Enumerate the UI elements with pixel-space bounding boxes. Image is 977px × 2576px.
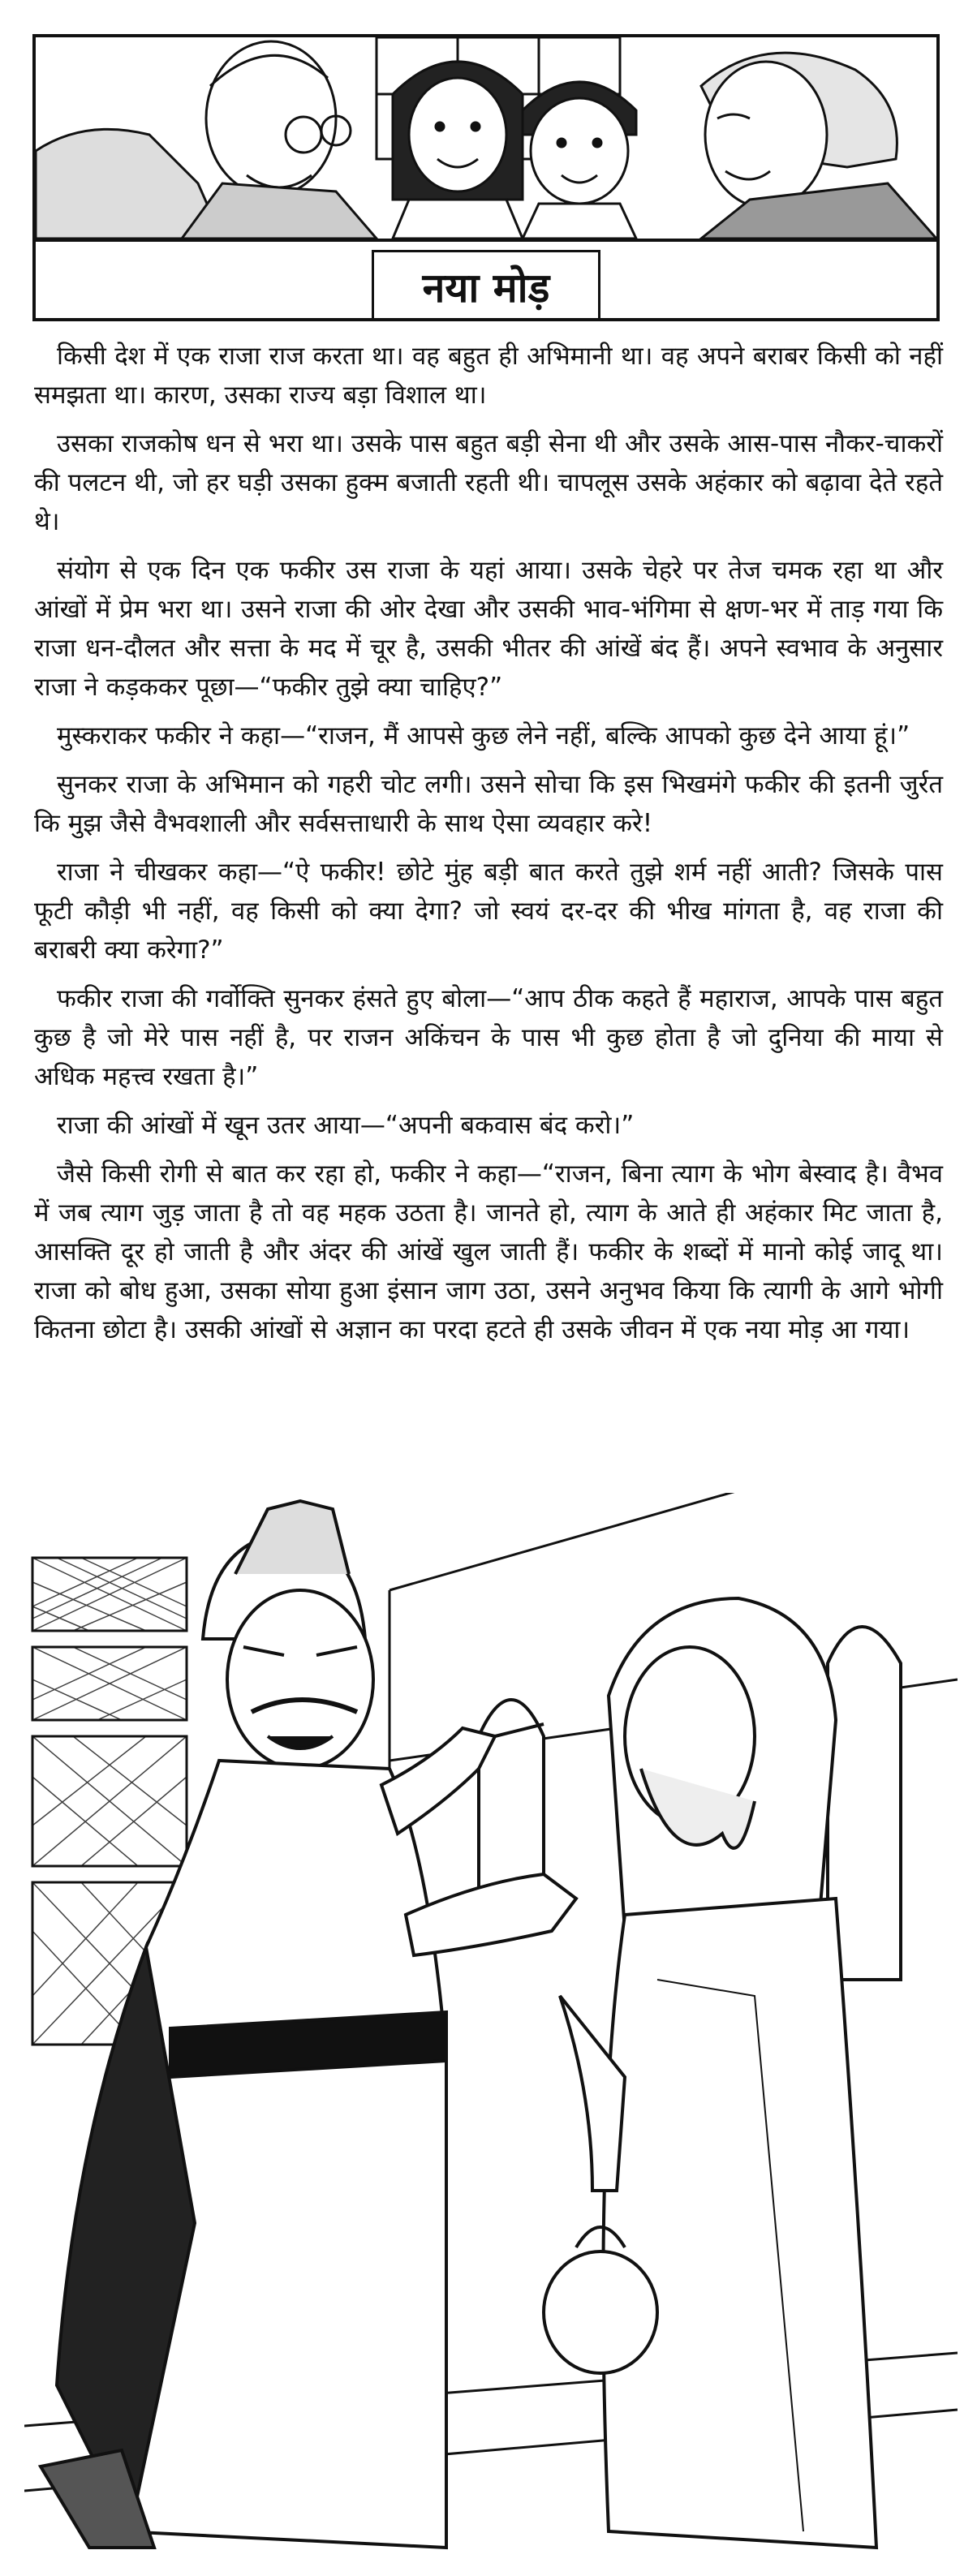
story-text bbox=[34, 337, 943, 1359]
paragraph: मुस्कराकर फकीर ने कहा—“राजन, मैं आपसे कुछ लेने नहीं, बल्कि आपको कुछ देने आया हूं।” bbox=[57, 721, 910, 750]
paragraph: राजा की आंखों में खून उतर आया—“अपनी बकवास बंद करो।” bbox=[57, 1111, 635, 1140]
title-box bbox=[32, 242, 940, 321]
header-illustration bbox=[32, 34, 940, 242]
paragraph: सुनकर राजा के अभिमान को गहरी चोट लगी। उसने सोचा कि इस भिखमंगे फकीर की इतनी जुर्रत कि मुझ जैसे वैभवशाली और सर्वसत्ताधारी के साथ ऐसा व्यवहार करे! bbox=[34, 770, 943, 838]
story-title: नया मोड़ bbox=[372, 250, 601, 319]
king-and-fakir-illustration bbox=[24, 1493, 958, 2552]
paragraph: किसी देश में एक राजा राज करता था। वह बहुत ही अभिमानी था। वह अपने बराबर किसी को नहीं समझता था। कारण, उसका राज्य बड़ा विशाल था। bbox=[34, 342, 943, 410]
header-people-illustration bbox=[36, 37, 936, 239]
paragraph: जैसे किसी रोगी से बात कर रहा हो, फकीर ने कहा—“राजन, बिना त्याग के भोग बेस्वाद है। वैभव में जब त्याग जुड़ जाता है तो वह महक उठता है। जानते हो, त्याग के आते ही अहंकार मिट जाता है, आसक्ति दूर हो जाती है और अंदर की आंखें खुल जाती हैं। फकीर के शब्दों में मानो कोई जादू था। राजा को बोध हुआ, उसका सोया हुआ इंसान जाग उठा, उसने अनुभव किया कि त्यागी के आगे भोगी कितना छोटा है। उसकी आंखों से अज्ञान का परदा हटते ही उसके जीवन में एक नया मोड़ आ गया। bbox=[34, 1159, 943, 1344]
king-fakir-drawing bbox=[24, 1493, 958, 2552]
paragraph: फकीर राजा की गर्वोक्ति सुनकर हंसते हुए बोला—“आप ठीक कहते हैं महाराज, आपके पास बहुत कुछ है जो मेरे पास नहीं है, पर राजन अकिंचन के पास भी कुछ होता है जो दुनिया की माया से अधिक महत्त्व रखता है।” bbox=[34, 984, 943, 1091]
paragraph: संयोग से एक दिन एक फकीर उस राजा के यहां आया। उसके चेहरे पर तेज चमक रहा था और आंखों में प्रेम भरा था। उसने राजा की ओर देखा और उसकी भाव-भंगिमा से क्षण-भर में ताड़ गया कि राजा धन-दौलत और सत्ता के मद में चूर है, उसकी भीतर की आंखें बंद हैं। अपने स्वभाव के अनुसार राजा ने कड़ककर पूछा—“फकीर तुझे क्या चाहिए?” bbox=[34, 556, 943, 702]
paragraph: राजा ने चीखकर कहा—“ऐ फकीर! छोटे मुंह बड़ी बात करते तुझे शर्म नहीं आती? जिसके पास फूटी कौड़ी भी नहीं, वह किसी को क्या देगा? जो स्वयं दर-दर की भीख मांगता है, वह राजा की बराबरी क्या करेगा?” bbox=[34, 858, 943, 965]
paragraph: उसका राजकोष धन से भरा था। उसके पास बहुत बड़ी सेना थी और उसके आस-पास नौकर-चाकरों की पलटन थी, जो हर घड़ी उसका हुक्म बजाती रहती थी। चापलूस उसके अहंकार को बढ़ावा देते रहते थे। bbox=[34, 429, 943, 536]
